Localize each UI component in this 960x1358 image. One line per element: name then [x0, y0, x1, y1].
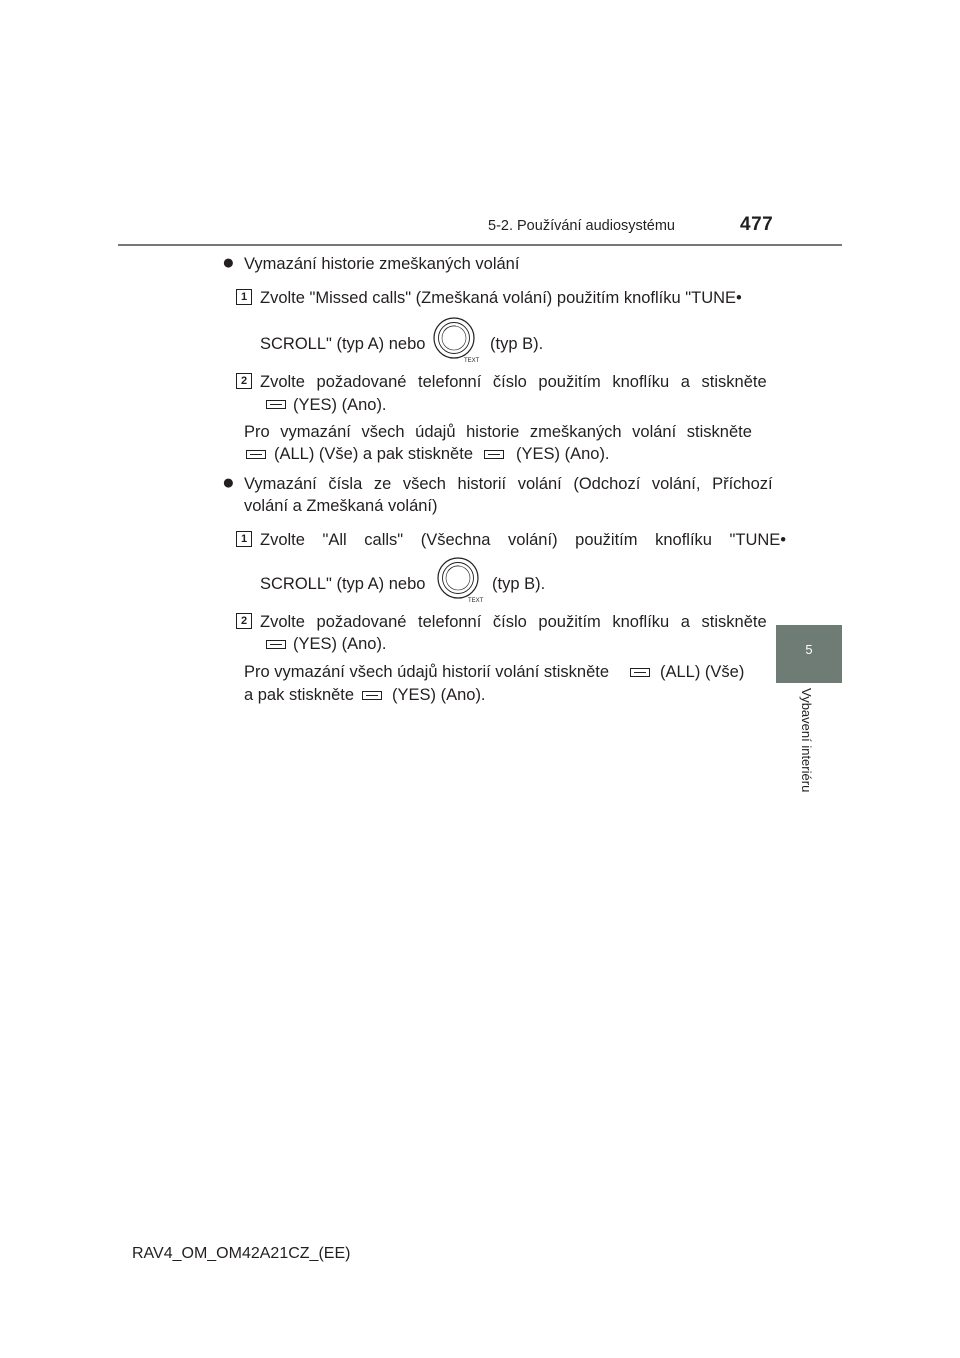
page-number: 477: [740, 214, 774, 235]
chapter-label: Vybavení interiéru: [799, 688, 814, 793]
section-2-title-line-1: Vymazání čísla ze všech historií volání (Odchozí volání, Příchozí: [244, 475, 773, 493]
svg-text:TEXT: TEXT: [464, 358, 480, 364]
step-number: 1: [236, 289, 252, 305]
document-code: RAV4_OM_OM42A21CZ_(EE): [132, 1245, 351, 1262]
bullet-icon: ●: [222, 251, 235, 274]
section-1-step-2-line-1: Zvolte požadované telefonní číslo použitím knoflíku a stiskněte: [260, 373, 767, 391]
chapter-number: 5: [805, 642, 813, 657]
button-icon: [266, 400, 286, 409]
step-number: 1: [236, 531, 252, 547]
tune-knob-icon: [436, 556, 486, 604]
section-1-step-2-line-2: (YES) (Ano).: [293, 396, 387, 414]
section-2-note-line-2a: a pak stiskněte: [244, 686, 355, 704]
section-2-step-2-line-2: (YES) (Ano).: [293, 635, 387, 653]
button-icon: [362, 691, 382, 700]
section-1-note-line-2b: (YES) (Ano).: [516, 445, 610, 463]
section-2-step-2-line-1: Zvolte požadované telefonní číslo použitím knoflíku a stiskněte: [260, 613, 767, 631]
section-title: 5-2. Používání audiosystému: [488, 218, 675, 234]
step-number: 2: [236, 613, 252, 629]
button-icon: [630, 668, 650, 677]
bullet-icon: ●: [222, 471, 235, 494]
section-2-step-1-line-1: Zvolte "All calls" (Všechna volání) použitím knoflíku "TUNE•: [260, 531, 787, 549]
section-2-note-line-2b: (YES) (Ano).: [392, 686, 486, 704]
section-1-step-1-line-2a: SCROLL" (typ A) nebo: [260, 335, 426, 353]
button-icon: [266, 640, 286, 649]
svg-text:TEXT: TEXT: [468, 598, 484, 604]
section-2-step-1-line-2a: SCROLL" (typ A) nebo: [260, 575, 426, 593]
tune-knob-icon: [432, 316, 482, 364]
section-2-note-line-1b: (ALL) (Vše): [660, 663, 745, 681]
button-icon: [246, 450, 266, 459]
section-1-step-1-line-1: Zvolte "Missed calls" (Zmeškaná volání) použitím knoflíku "TUNE•: [260, 289, 742, 307]
step-number: 2: [236, 373, 252, 389]
header-divider: [118, 244, 842, 246]
section-2-note-line-1a: Pro vymazání všech údajů historií volání stiskněte: [244, 663, 610, 681]
button-icon: [484, 450, 504, 459]
section-1-step-1-line-2b: (typ B).: [490, 335, 544, 353]
section-2-step-1-line-2b: (typ B).: [492, 575, 546, 593]
section-2-title-line-2: volání a Zmeškaná volání): [244, 497, 438, 515]
section-1-title: Vymazání historie zmeškaných volání: [244, 255, 520, 273]
section-1-note-line-1: Pro vymazání všech údajů historie zmeškaných volání stiskněte: [244, 423, 752, 441]
section-1-note-line-2a: (ALL) (Vše) a pak stiskněte: [274, 445, 473, 463]
